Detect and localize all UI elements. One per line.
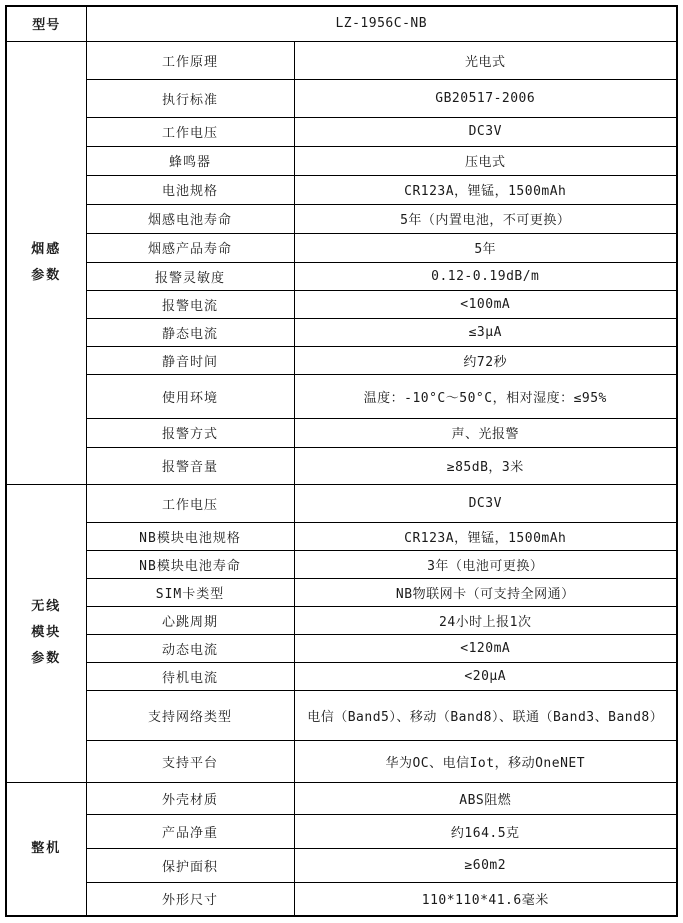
table-row xyxy=(6,484,677,522)
param-value-cell: 声、光报警 xyxy=(294,418,677,447)
param-label-cell: 蜂鸣器 xyxy=(86,146,294,175)
param-value-cell: <120mA xyxy=(294,634,677,662)
param-label-cell: 报警方式 xyxy=(86,418,294,447)
table-row xyxy=(6,117,677,146)
table-row xyxy=(6,374,677,418)
param-label-cell: 工作电压 xyxy=(86,117,294,146)
param-value-cell: ≥85dB，3米 xyxy=(294,447,677,484)
param-label-cell: 外形尺寸 xyxy=(86,882,294,916)
param-label-cell: 静音时间 xyxy=(86,346,294,374)
table-row xyxy=(6,782,677,814)
table-row xyxy=(6,41,677,79)
table-row xyxy=(6,578,677,606)
param-value-cell: 5年（内置电池，不可更换） xyxy=(294,204,677,233)
table-row xyxy=(6,79,677,117)
param-label-cell: 保护面积 xyxy=(86,848,294,882)
table-row xyxy=(6,690,677,740)
section-label-line: 模块 xyxy=(31,625,62,640)
param-label-cell: 待机电流 xyxy=(86,662,294,690)
param-label-cell: 心跳周期 xyxy=(86,606,294,634)
param-label-cell: 外壳材质 xyxy=(86,782,294,814)
table-row xyxy=(6,882,677,916)
model-label-cell: 型号 xyxy=(6,6,86,41)
param-label-cell: 动态电流 xyxy=(86,634,294,662)
table-row xyxy=(6,318,677,346)
table-row xyxy=(6,634,677,662)
param-label-cell: 工作原理 xyxy=(86,41,294,79)
param-value-cell: 110*110*41.6毫米 xyxy=(294,882,677,916)
param-label-cell: SIM卡类型 xyxy=(86,578,294,606)
param-value-cell: DC3V xyxy=(294,117,677,146)
param-value-cell: 0.12-0.19dB/m xyxy=(294,262,677,290)
table-row xyxy=(6,848,677,882)
table-row xyxy=(6,662,677,690)
param-value-cell: ≤3μA xyxy=(294,318,677,346)
param-value-cell: CR123A，锂锰，1500mAh xyxy=(294,175,677,204)
param-label-cell: 烟感电池寿命 xyxy=(86,204,294,233)
param-label-cell: 报警电流 xyxy=(86,290,294,318)
model-value-cell: LZ-1956C-NB xyxy=(86,6,677,41)
table-row xyxy=(6,346,677,374)
param-label-cell: 报警灵敏度 xyxy=(86,262,294,290)
table-row xyxy=(6,233,677,262)
param-label-cell: NB模块电池寿命 xyxy=(86,550,294,578)
table-row xyxy=(6,740,677,782)
param-label-cell: 使用环境 xyxy=(86,374,294,418)
param-value-cell: ≥60m2 xyxy=(294,848,677,882)
table-row xyxy=(6,550,677,578)
section-label-cell xyxy=(6,484,86,782)
param-value-cell: ABS阻燃 xyxy=(294,782,677,814)
param-value-cell: 约72秒 xyxy=(294,346,677,374)
table-row xyxy=(6,447,677,484)
param-value-cell: 温度：-10°C～50°C，相对湿度：≤95% xyxy=(294,374,677,418)
param-value-cell: 3年（电池可更换） xyxy=(294,550,677,578)
section-label-line: 整机 xyxy=(31,840,62,856)
table-row xyxy=(6,204,677,233)
section-label-line: 参数 xyxy=(31,267,62,283)
param-value-cell: <100mA xyxy=(294,290,677,318)
section-label-line: 无线 xyxy=(31,599,62,614)
param-label-cell: 工作电压 xyxy=(86,484,294,522)
param-label-cell: 烟感产品寿命 xyxy=(86,233,294,262)
table-row xyxy=(6,146,677,175)
table-row xyxy=(6,418,677,447)
param-value-cell: DC3V xyxy=(294,484,677,522)
param-value-cell: <20μA xyxy=(294,662,677,690)
param-label-cell: NB模块电池规格 xyxy=(86,522,294,550)
param-value-cell: CR123A，锂锰，1500mAh xyxy=(294,522,677,550)
param-value-cell: 约164.5克 xyxy=(294,814,677,848)
param-label-cell: 支持网络类型 xyxy=(86,690,294,740)
section-label-cell xyxy=(6,41,86,484)
param-value-cell: NB物联网卡（可支持全网通） xyxy=(294,578,677,606)
table-row xyxy=(6,262,677,290)
param-value-cell: 压电式 xyxy=(294,146,677,175)
table-row xyxy=(6,290,677,318)
param-value-cell: 华为OC、电信Iot，移动OneNET xyxy=(294,740,677,782)
section-label-line: 烟感 xyxy=(31,241,62,257)
param-label-cell: 静态电流 xyxy=(86,318,294,346)
table-row xyxy=(6,175,677,204)
param-value-cell: 光电式 xyxy=(294,41,677,79)
param-label-cell: 支持平台 xyxy=(86,740,294,782)
param-value-cell: 5年 xyxy=(294,233,677,262)
param-label-cell: 执行标准 xyxy=(86,79,294,117)
table-row xyxy=(6,814,677,848)
model-row xyxy=(6,6,677,41)
table-row xyxy=(6,606,677,634)
section-label-line: 参数 xyxy=(31,651,62,666)
spec-table xyxy=(5,5,678,917)
param-label-cell: 产品净重 xyxy=(86,814,294,848)
param-value-cell: 电信（Band5）、移动（Band8）、联通（Band3、Band8） xyxy=(294,690,677,740)
param-label-cell: 报警音量 xyxy=(86,447,294,484)
param-value-cell: 24小时上报1次 xyxy=(294,606,677,634)
param-label-cell: 电池规格 xyxy=(86,175,294,204)
section-label-cell xyxy=(6,782,86,916)
table-row xyxy=(6,522,677,550)
param-value-cell: GB20517-2006 xyxy=(294,79,677,117)
